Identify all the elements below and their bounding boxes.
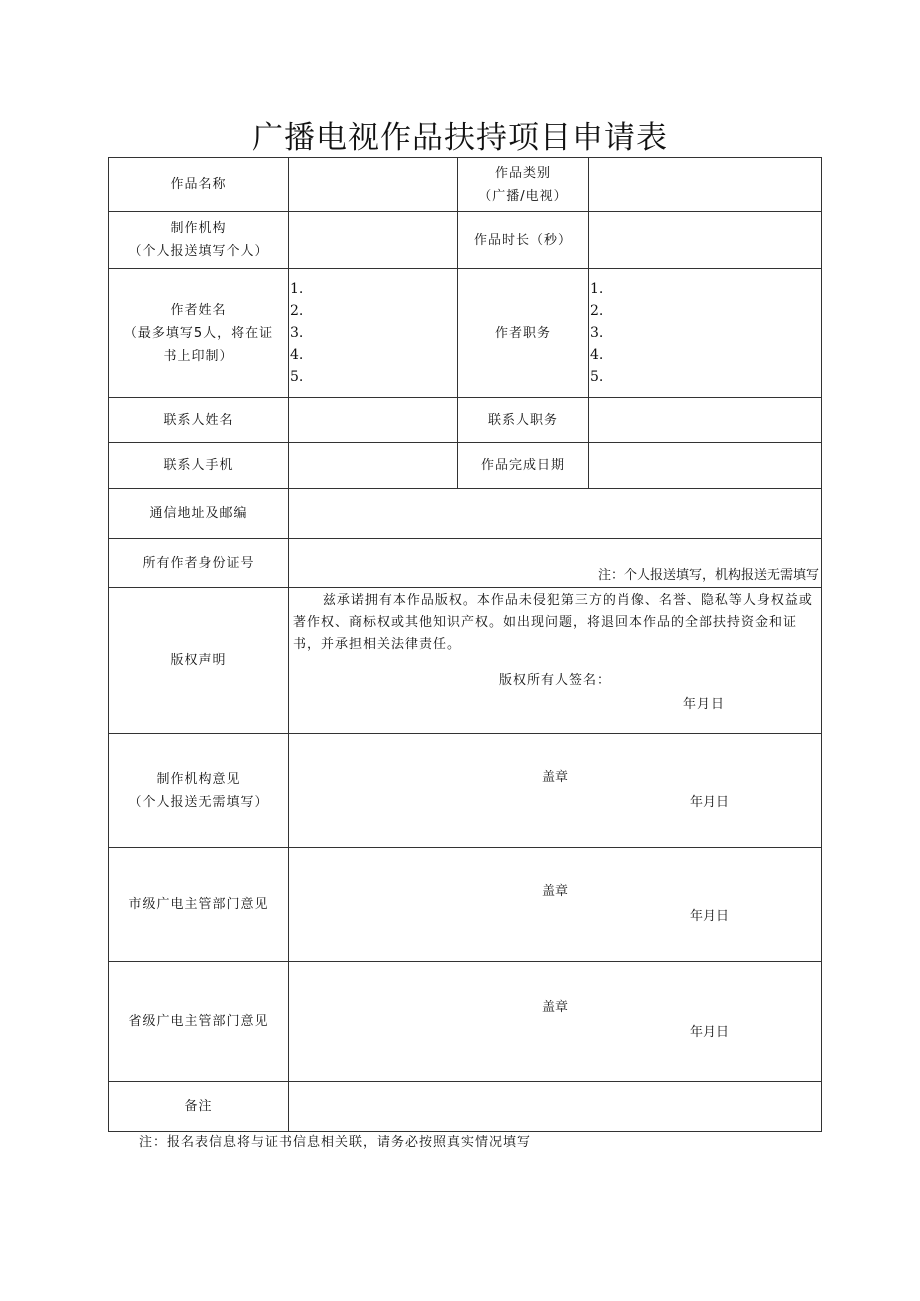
- author-name-3[interactable]: 3.: [290, 325, 304, 341]
- input-author-positions[interactable]: [589, 269, 822, 398]
- label-producer: [109, 212, 289, 269]
- label-producer-line2: （个人报送填写个人）: [128, 244, 269, 259]
- city-seal-label: 盖章: [541, 884, 568, 899]
- application-form: [108, 157, 822, 1132]
- label-work-category-line2: （广播/电视）: [478, 188, 568, 204]
- row-contact: [109, 398, 822, 443]
- label-work-category-line1: 作品类别: [494, 165, 551, 181]
- city-opinion-date: 年月日: [689, 909, 729, 924]
- label-address: 通信地址及邮编: [109, 489, 289, 539]
- label-work-category: [458, 158, 589, 212]
- label-id-numbers: 所有作者身份证号: [109, 539, 289, 588]
- copyright-signature-label: 版权所有人签名：: [498, 673, 611, 688]
- producer-opinion-date: 年月日: [689, 795, 729, 810]
- copyright-declaration-cell: [289, 588, 822, 734]
- input-contact-name[interactable]: [289, 398, 458, 443]
- input-contact-position[interactable]: [589, 398, 822, 443]
- input-producer[interactable]: [289, 212, 458, 269]
- label-remarks: 备注: [109, 1082, 289, 1132]
- label-province-opinion: 省级广电主管部门意见: [109, 962, 289, 1082]
- row-province-opinion: [109, 962, 822, 1082]
- row-remarks: [109, 1082, 822, 1132]
- label-city-opinion: 市级广电主管部门意见: [109, 848, 289, 962]
- province-opinion-cell[interactable]: [289, 962, 822, 1082]
- province-opinion-date: 年月日: [689, 1025, 729, 1040]
- input-duration[interactable]: [589, 212, 822, 269]
- label-author-positions: 作者职务: [458, 269, 589, 398]
- author-position-2[interactable]: 2.: [590, 303, 604, 319]
- author-name-1[interactable]: 1.: [290, 281, 304, 297]
- label-author-names-line2: （最多填写5人，将在证: [123, 325, 274, 341]
- label-contact-phone: 联系人手机: [109, 443, 289, 489]
- row-id-numbers: [109, 539, 822, 588]
- label-work-name: 作品名称: [109, 158, 289, 212]
- label-completion-date: 作品完成日期: [458, 443, 589, 489]
- label-author-names: [109, 269, 289, 398]
- label-copyright: 版权声明: [109, 588, 289, 734]
- row-city-opinion: [109, 848, 822, 962]
- row-address: [109, 489, 822, 539]
- author-position-5[interactable]: 5.: [590, 369, 604, 385]
- row-producer-opinion: [109, 734, 822, 848]
- input-completion-date[interactable]: [589, 443, 822, 489]
- label-producer-opinion: [109, 734, 289, 848]
- input-address[interactable]: [289, 489, 822, 539]
- label-contact-name: 联系人姓名: [109, 398, 289, 443]
- copyright-declaration-text: 兹承诺拥有本作品版权。本作品未侵犯第三方的肖像、名誉、隐私等人身权益或著作权、商标权或其他知识产权。如出现问题，将退回本作品的全部扶持资金和证书，并承担相关法律责任。: [293, 593, 813, 652]
- row-authors: [109, 269, 822, 398]
- input-contact-phone[interactable]: [289, 443, 458, 489]
- input-id-numbers[interactable]: [289, 539, 822, 588]
- footer-note: 注：报名表信息将与证书信息相关联，请务必按照真实情况填写: [139, 1135, 532, 1150]
- input-work-category[interactable]: [589, 158, 822, 212]
- row-copyright: [109, 588, 822, 734]
- author-name-4[interactable]: 4.: [290, 347, 304, 363]
- page-title: 广播电视作品扶持项目申请表: [252, 120, 668, 156]
- label-author-names-line3: 书上印制）: [163, 348, 234, 364]
- label-producer-opinion-line2: （个人报送无需填写）: [128, 794, 269, 810]
- producer-opinion-cell[interactable]: [289, 734, 822, 848]
- label-producer-line1: 制作机构: [170, 221, 227, 236]
- province-seal-label: 盖章: [541, 1000, 568, 1015]
- row-phone: [109, 443, 822, 489]
- row-work-name: [109, 158, 822, 212]
- label-duration: 作品时长（秒）: [458, 212, 589, 269]
- author-name-2[interactable]: 2.: [290, 303, 304, 319]
- input-remarks[interactable]: [289, 1082, 822, 1132]
- author-position-4[interactable]: 4.: [590, 347, 604, 363]
- producer-seal-label: 盖章: [541, 770, 568, 785]
- label-contact-position: 联系人职务: [458, 398, 589, 443]
- copyright-date: 年月日: [682, 697, 725, 712]
- author-position-3[interactable]: 3.: [590, 325, 604, 341]
- row-producer: [109, 212, 822, 269]
- author-name-5[interactable]: 5.: [290, 369, 304, 385]
- author-position-1[interactable]: 1.: [590, 281, 604, 297]
- id-numbers-note: 注：个人报送填写，机构报送无需填写: [597, 568, 819, 583]
- input-author-names[interactable]: [289, 269, 458, 398]
- label-author-names-line1: 作者姓名: [170, 302, 227, 318]
- label-producer-opinion-line1: 制作机构意见: [156, 771, 241, 787]
- city-opinion-cell[interactable]: [289, 848, 822, 962]
- input-work-name[interactable]: [289, 158, 458, 212]
